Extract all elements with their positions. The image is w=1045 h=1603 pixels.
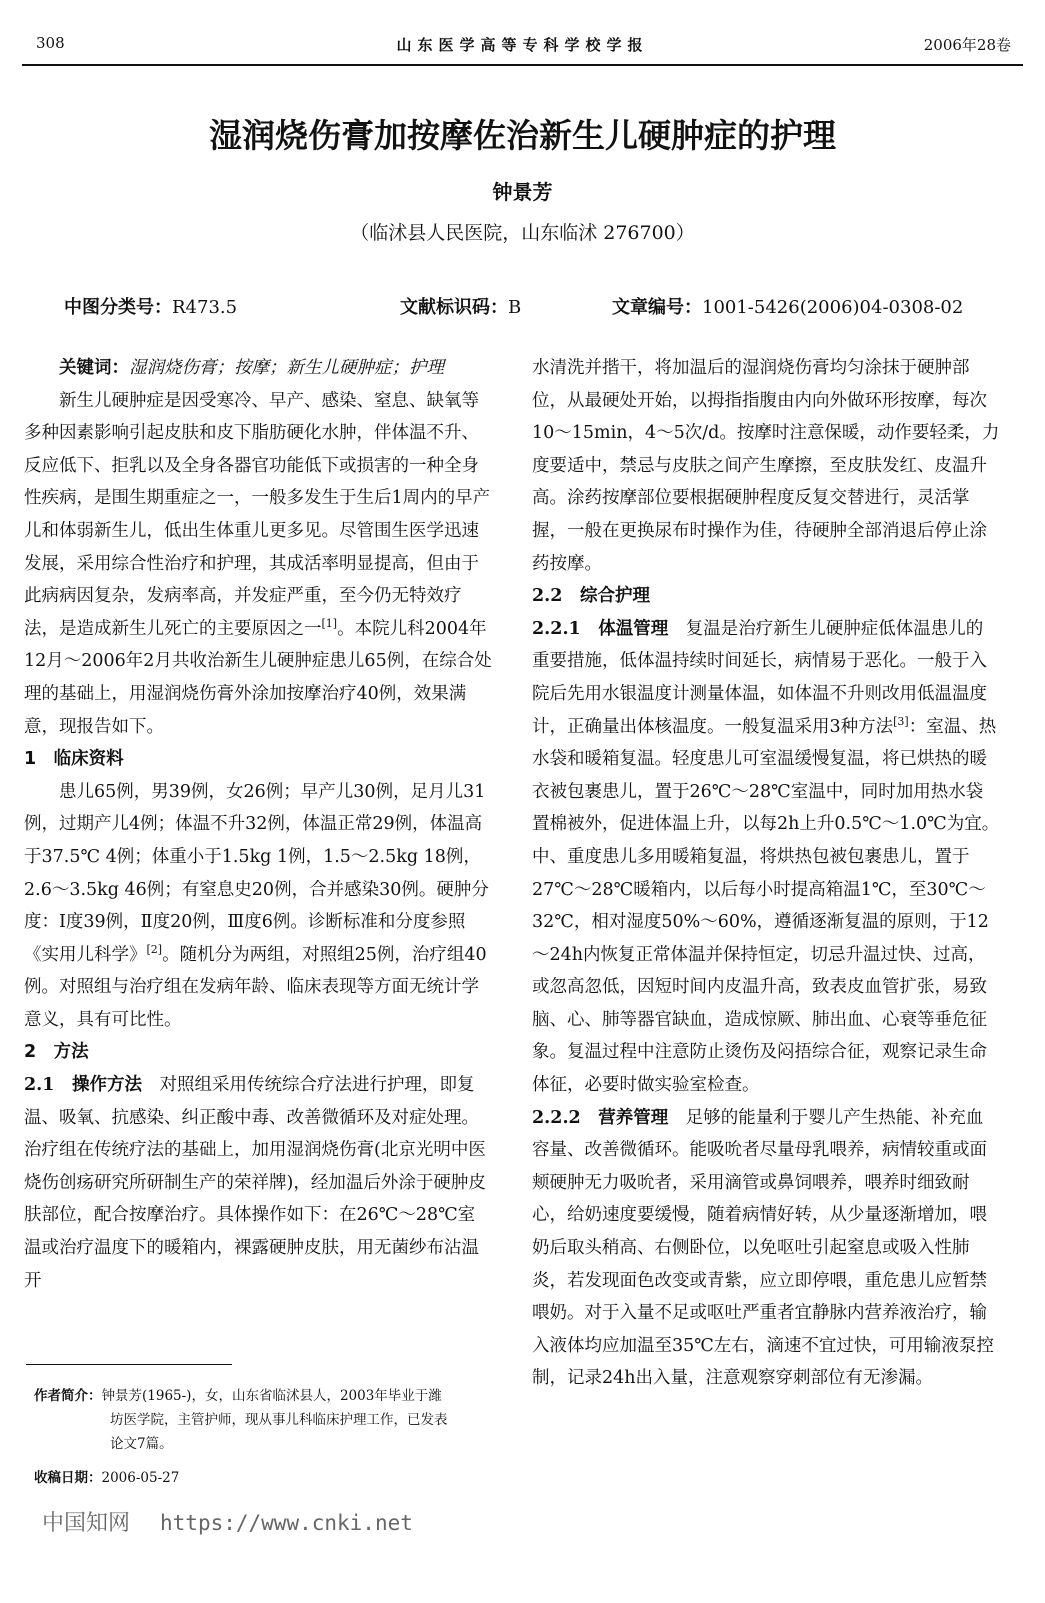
intro-paragraph: 新生儿硬肿症是因受寒冷、早产、感染、窒息、缺氧等多种因素影响引起皮肤和皮下脂肪硬化水肿，伴体温不升、反应低下、拒乳以及全身各器官功能低下或损害的一种全身性疾病，是围生期重症之一，一般多发生于生后1周内的早产儿和体弱新生儿，低出生体重儿更多见。尽管围生医学迅速发展，采用综合性治疗和护理，其成活率明显提高，但由于此病病因复杂，发病率高，并发症严重，至今仍无特效疗法，是造成新生儿死亡的主要原因之一[1]。本院儿科2004年12月～2006年2月共收治新生儿硬肿症患儿65例，在综合处理的基础上，用湿润烧伤膏外涂加按摩治疗40例，效果满意，现报告如下。 [24,390,492,737]
affiliation: （临沭县人民医院，山东临沭 276700） [350,222,695,244]
watermark-site: 中国知网 [42,1511,131,1536]
keywords-label: 关键词： [59,358,129,378]
right-column [532,352,1000,1395]
subsection-heading: 2.2.2 营养管理 [532,1107,669,1128]
clc-number [64,293,237,319]
document-code [400,293,521,319]
clc-value: R473.5 [172,297,238,318]
article-title: 湿润烧伤膏加按摩佐治新生儿硬肿症的护理 [209,116,836,155]
article-number [612,293,963,319]
doc-code-value: B [508,297,522,318]
keywords-text: 湿润烧伤膏；按摩；新生儿硬肿症；护理 [129,358,444,378]
citation-ref: [3] [893,714,909,728]
methods-paragraph: 2.1 操作方法 对照组采用传统综合疗法进行护理，即复温、吸氧、抗感染、纠正酸中毒、改善微循环及对症处理。治疗组在传统疗法的基础上，加用湿润烧伤膏(北京光明中医烧伤创疡研究所研制生产的荣祥牌)，经加温后外涂于硬肿皮肤部位，配合按摩治疗。具体操作如下：在26℃～28℃室温或治疗温度下的暖箱内，裸露硬肿皮肤，用无菌纱布沾温开 [24,1075,486,1291]
section-heading: 1 临床资料 [24,749,124,770]
keywords [24,352,492,385]
clc-label: 中图分类号： [64,297,172,318]
bio-label: 作者简介： [34,1388,102,1404]
nutrition-paragraph: 2.2.2 营养管理 足够的能量利于婴儿产生热能、补充血容量、改善微循环。能吸吮者尽量母乳喂养，病情较重或面颊硬肿无力吸吮者，采用滴管或鼻饲喂养，喂养时细致耐心，给奶速度要缓慢，随着病情好转，从少量逐渐增加，喂奶后取头稍高、右侧卧位，以免呕吐引起窒息或吸入性肺炎，若发现面色改变或青紫，应立即停喂，重危患儿应暂禁喂奶。对于入量不足或呕吐严重者宜静脉内营养液治疗，输入液体均应加温至35℃左右，滴速不宜过快，可用输液泵控制，记录24h出入量，注意观察穿刺部位有无渗漏。 [532,1107,994,1389]
volume-info: 2006年28卷 [923,36,1011,54]
watermark [42,1506,413,1537]
left-column [24,352,492,1297]
running-header [22,30,1023,66]
doc-code-label: 文献标识码： [400,297,508,318]
citation-ref: [2] [146,942,163,956]
citation-ref: [1] [321,616,338,630]
section-heading: 2 方法 [24,1042,89,1063]
page-number: 308 [36,34,65,52]
author-bio: 作者简介：钟景芳(1965-)，女，山东省临沭县人，2003年毕业于潍 坊医学院，主管护师，现从事儿科临床护理工作，已发表 论文7篇。 [34,1388,448,1452]
footnote-rule [26,1364,232,1365]
article-no-value: 1001-5426(2006)04-0308-02 [702,297,964,318]
author: 钟景芳 [492,180,553,204]
watermark-url: https://www.cnki.net [160,1511,413,1535]
subsection-heading: 2.2 综合护理 [532,586,650,607]
subsection-heading: 2.2.1 体温管理 [532,618,669,639]
received-date [34,1466,502,1490]
journal-name: 山东医学高等专科学校学报 [396,36,649,54]
methods-continued: 水清洗并揩干，将加温后的湿润烧伤膏均匀涂抹于硬肿部位，从最硬处开始，以拇指指腹由内向外做环形按摩，每次10～15min，4～5次/d。按摩时注意保暖，动作要轻柔，力度要适中，禁忌与皮肤之间产生摩擦，至皮肤发红、皮温升高。涂药按摩部位要根据硬肿程度反复交替进行，灵活掌握，一般在更换尿布时操作为佳，待硬肿全部消退后停止涂药按摩。 [532,358,1000,574]
temperature-paragraph: 2.2.1 体温管理 复温是治疗新生儿硬肿症低体温患儿的重要措施，低体温持续时间延长，病情易于恶化。一般于入院后先用水银温度计测量体温，如体温不升则改用低温温度计，正确量出体核温度。一般复温采用3种方法[3]：室温、热水袋和暖箱复温。轻度患儿可室温缓慢复温，将已烘热的暖衣被包裹患儿，置于26℃～28℃室温中，同时加用热水袋置棉被外，促进体温上升，以每2h上升0.5℃～1.0℃为宜。中、重度患儿多用暖箱复温，将烘热包被包裹患儿，置于27℃～28℃暖箱内，以后每小时提高箱温1℃，至30℃～32℃，相对湿度50%～60%，遵循逐渐复温的原则，于12～24h内恢复正常体温并保持恒定，切忌升温过快、过高，或忽高忽低，因短时间内皮温升高，致表皮血管扩张，易致脑、心、肺等器官缺血，造成惊厥、肺出血、心衰等垂危征象。复温过程中注意防止烫伤及闷捂综合征，观察记录生命体征，必要时做实验室检查。 [532,618,1000,1096]
subsection-heading: 2.1 操作方法 [24,1075,142,1096]
received-label: 收稿日期： [34,1470,102,1486]
received-value: 2006-05-27 [101,1470,180,1486]
clinical-data-paragraph: 患儿65例，男39例，女26例；早产儿30例，足月儿31例，过期产儿4例；体温不升32例，体温正常29例，体温高于37.5℃ 4例；体重小于1.5kg 1例，1.5～2.5kg 18例，2.6～3.5kg 46例；有窒息史20例，合并感染30例。硬肿分度：Ⅰ度39例，Ⅱ度20例，Ⅲ度6例。诊断标准和分度参照《实用儿科学》[2]。随机分为两组，对照组25例，治疗组40例。对照组与治疗组在发病年龄、临床表现等方面无统计学意义，具有可比性。 [24,781,489,1030]
article-no-label: 文章编号： [612,297,702,318]
